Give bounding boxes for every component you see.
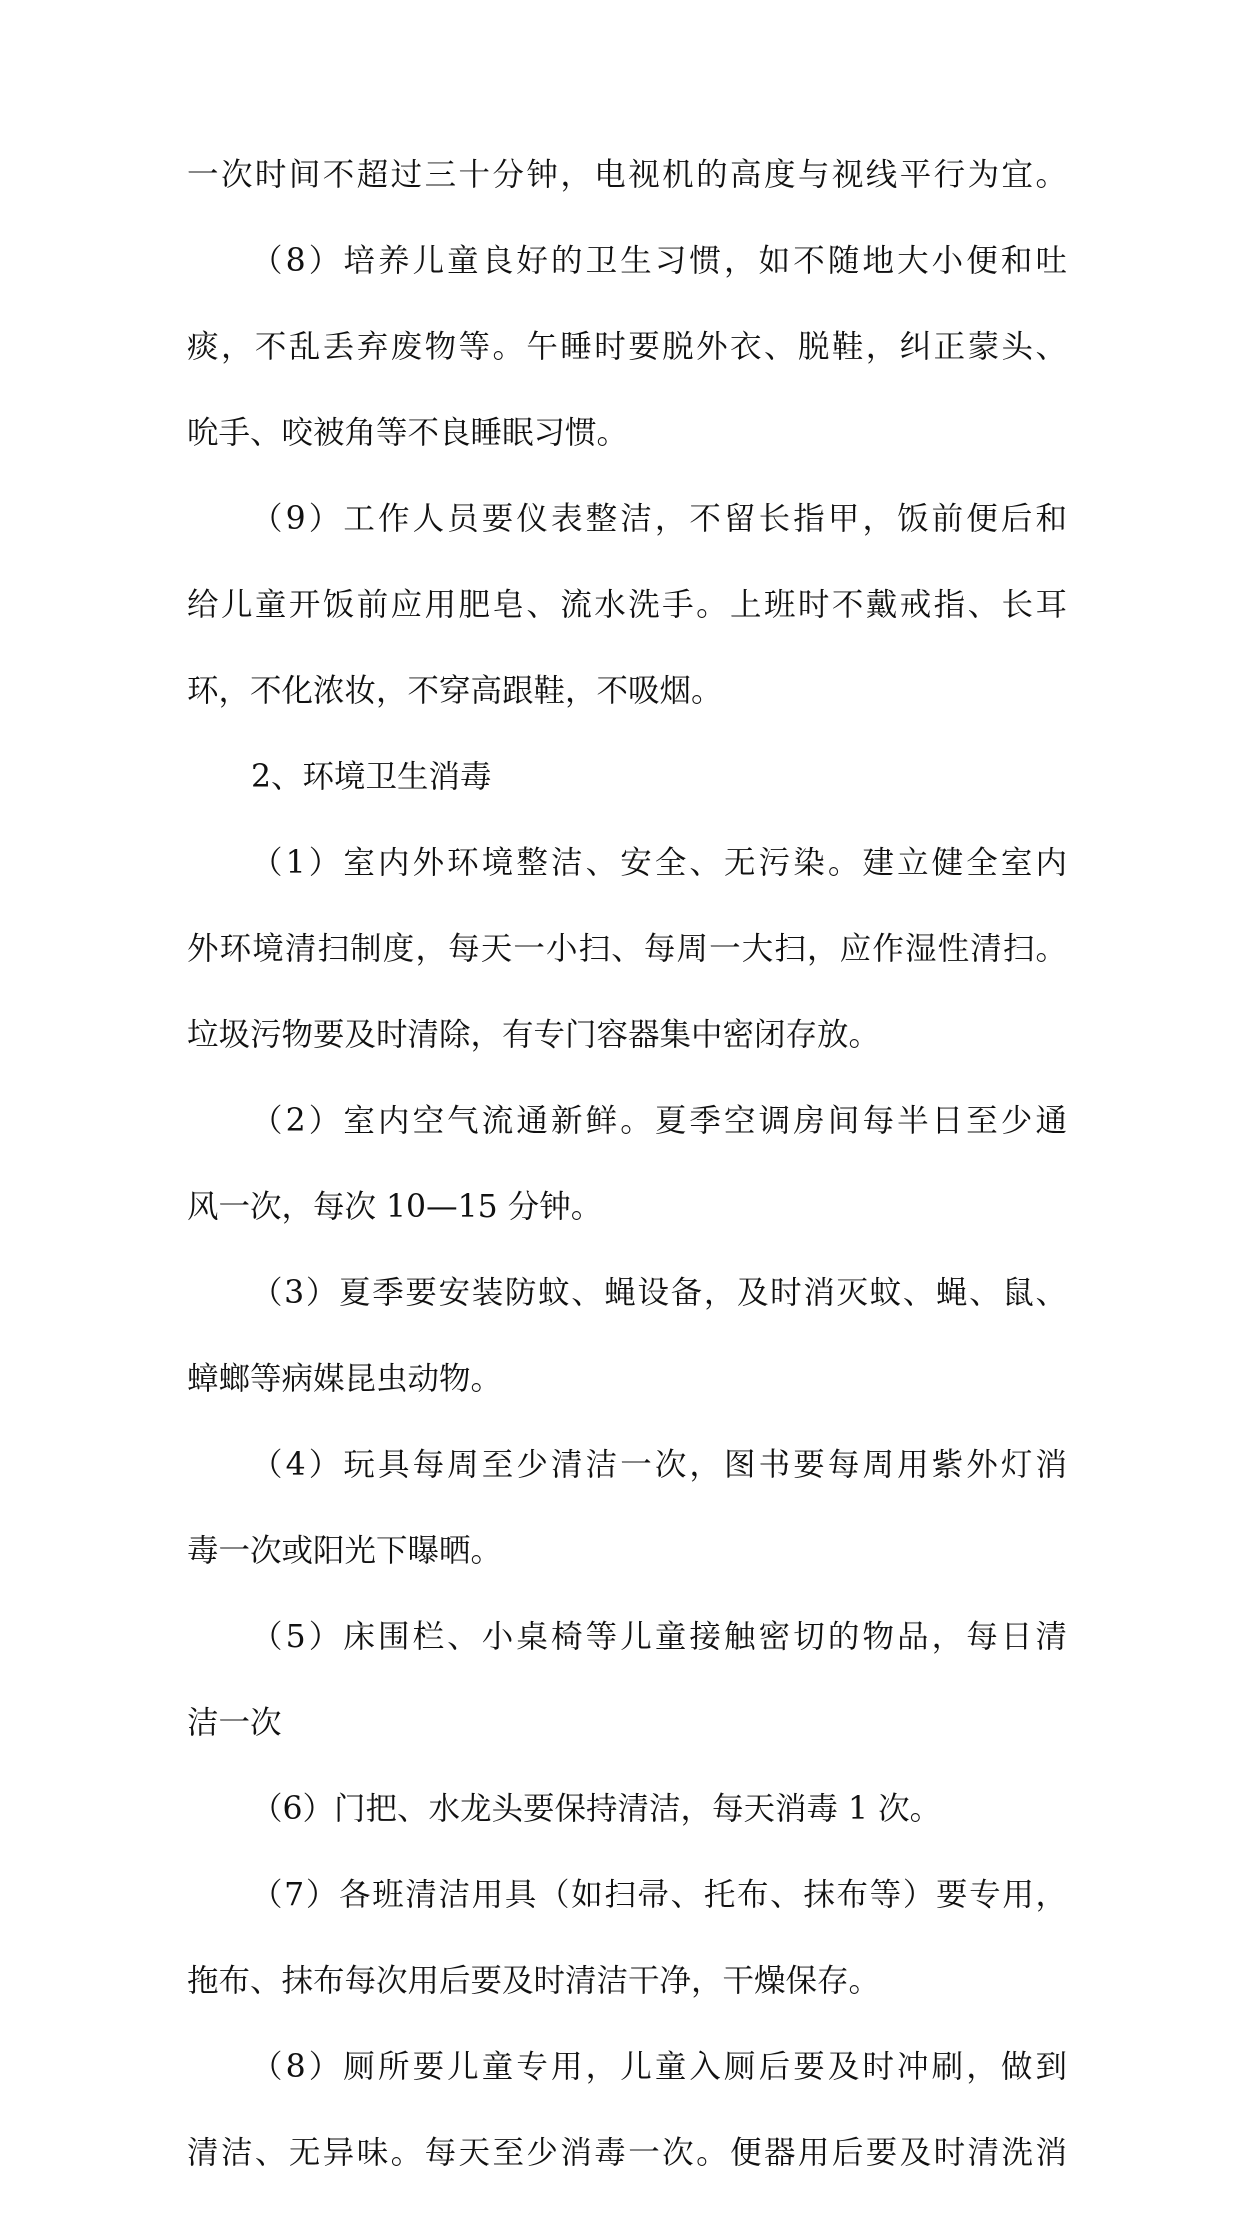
text-line: 清洁、无异味。每天至少消毒一次。便器用后要及时清洗消 <box>187 2135 1067 2171</box>
document-body <box>187 154 1067 2218</box>
text-line: （7）各班清洁用具（如扫帚、托布、抹布等）要专用， <box>251 1877 1067 1913</box>
text-line: 环，不化浓妆，不穿高跟鞋，不吸烟。 <box>187 673 723 709</box>
text-line: （4）玩具每周至少清洁一次，图书要每周用紫外灯消 <box>251 1447 1067 1483</box>
text-line: 一次时间不超过三十分钟，电视机的高度与视线平行为宜。 <box>187 157 1067 193</box>
text-line: （3）夏季要安装防蚊、蝇设备，及时消灭蚊、蝇、鼠、 <box>251 1275 1067 1311</box>
text-line: 垃圾污物要及时清除，有专门容器集中密闭存放。 <box>187 1017 881 1053</box>
text-line: 吮手、咬被角等不良睡眠习惯。 <box>187 415 629 451</box>
text-line: 外环境清扫制度，每天一小扫、每周一大扫，应作湿性清扫。 <box>187 931 1067 967</box>
text-line: （8）厕所要儿童专用，儿童入厕后要及时冲刷，做到 <box>251 2049 1067 2085</box>
text-line: （1）室内外环境整洁、安全、无污染。建立健全室内 <box>251 845 1067 881</box>
text-line: 给儿童开饭前应用肥皂、流水洗手。上班时不戴戒指、长耳 <box>187 587 1067 623</box>
text-line: （6）门把、水龙头要保持清洁，每天消毒 1 次。 <box>251 1791 942 1827</box>
text-line: （8）培养儿童良好的卫生习惯，如不随地大小便和吐 <box>251 243 1067 279</box>
section-heading: 2、环境卫生消毒 <box>251 759 492 795</box>
text-line: 蟑螂等病媒昆虫动物。 <box>187 1361 503 1397</box>
text-line: 拖布、抹布每次用后要及时清洁干净，干燥保存。 <box>187 1963 881 1999</box>
text-line: （2）室内空气流通新鲜。夏季空调房间每半日至少通 <box>251 1103 1067 1139</box>
text-line: （9）工作人员要仪表整洁，不留长指甲，饭前便后和 <box>251 501 1067 537</box>
text-line: 痰，不乱丢弃废物等。午睡时要脱外衣、脱鞋，纠正蒙头、 <box>187 329 1067 365</box>
text-line: 风一次，每次 10—15 分钟。 <box>187 1189 603 1225</box>
text-line: 洁一次 <box>187 1705 282 1741</box>
text-line: 毒一次或阳光下曝晒。 <box>187 1533 503 1569</box>
text-line: （5）床围栏、小桌椅等儿童接触密切的物品，每日清 <box>251 1619 1067 1655</box>
